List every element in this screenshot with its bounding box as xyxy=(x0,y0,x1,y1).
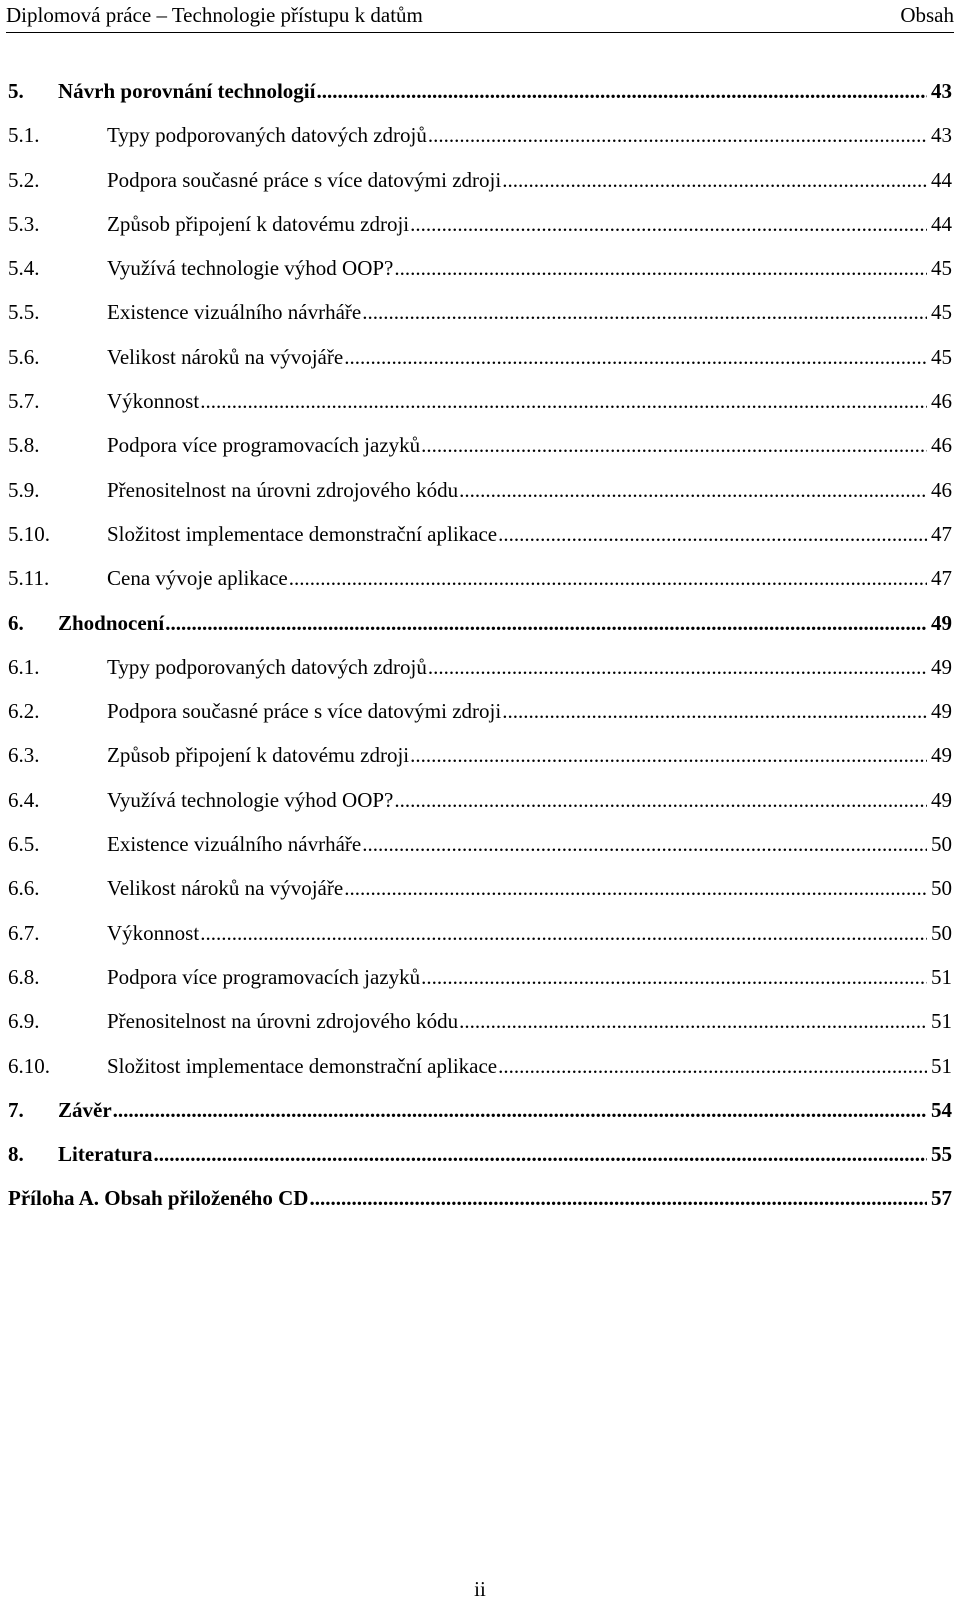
toc-entry-title: Existence vizuálního návrháře xyxy=(107,832,362,857)
header-title: Diplomová práce – Technologie přístupu k datům xyxy=(6,3,423,27)
toc-entry-title: Přenositelnost na úrovni zdrojového kódu xyxy=(107,1009,459,1034)
toc-entry-number: 6.8. xyxy=(8,964,40,989)
toc-entry[interactable] xyxy=(8,1088,952,1132)
toc-entry-title: Složitost implementace demonstrační aplikace xyxy=(107,521,498,546)
toc-entry[interactable] xyxy=(8,69,952,113)
toc-entry-title: Podpora současné práce s více datovými zdroji xyxy=(107,167,502,192)
dot-leader xyxy=(459,468,927,512)
toc-entry-title: Typy podporovaných datových zdrojů xyxy=(107,654,427,679)
toc-entry[interactable] xyxy=(8,955,952,999)
toc-entry-title: Velikost nároků na vývojáře xyxy=(107,876,344,901)
toc-entry[interactable] xyxy=(8,645,952,689)
toc-entry-page: 55 xyxy=(931,1142,952,1167)
toc-entry-number: 6.3. xyxy=(8,743,40,768)
toc-entry-page: 49 xyxy=(931,610,952,635)
toc-entry-title: Přenositelnost na úrovni zdrojového kódu xyxy=(107,477,459,502)
toc-entry[interactable] xyxy=(8,423,952,467)
toc-entry[interactable] xyxy=(8,158,952,202)
dot-leader xyxy=(309,1176,927,1220)
toc-entry-page: 51 xyxy=(931,1053,952,1078)
dot-leader xyxy=(421,955,927,999)
toc-entry-page: 46 xyxy=(931,433,952,458)
dot-leader xyxy=(165,601,927,645)
toc-entry-title: Složitost implementace demonstrační aplikace xyxy=(107,1053,498,1078)
toc-entry-number: 7. xyxy=(8,1097,24,1122)
toc-entry-page: 45 xyxy=(931,256,952,281)
toc-entry-number: 8. xyxy=(8,1142,24,1167)
dot-leader xyxy=(153,1132,927,1176)
toc-entry-title: Cena vývoje aplikace xyxy=(107,566,288,591)
toc-entry-page: 50 xyxy=(931,920,952,945)
toc-entry[interactable] xyxy=(8,1132,952,1176)
dot-leader xyxy=(502,158,927,202)
toc-entry-number: 5.9. xyxy=(8,477,40,502)
toc-entry[interactable] xyxy=(8,379,952,423)
toc-entry-page: 45 xyxy=(931,300,952,325)
toc-entry[interactable] xyxy=(8,556,952,600)
toc-entry-title: Podpora více programovacích jazyků xyxy=(107,964,421,989)
toc-entry[interactable] xyxy=(8,468,952,512)
toc-entry-number: 6.5. xyxy=(8,832,40,857)
toc-entry-page: 47 xyxy=(931,566,952,591)
dot-leader xyxy=(498,512,927,556)
toc-entry-page: 47 xyxy=(931,521,952,546)
toc-entry-number: 5.2. xyxy=(8,167,40,192)
toc-entry-title: Návrh porovnání technologií xyxy=(58,79,316,103)
toc-entry-title: Existence vizuálního návrháře xyxy=(107,300,362,325)
toc-entry-title: Podpora současné práce s více datovými zdroji xyxy=(107,699,502,724)
dot-leader xyxy=(344,866,927,910)
toc-entry-number: 5.4. xyxy=(8,256,40,281)
toc-entry-page: 46 xyxy=(931,389,952,414)
toc-entry[interactable] xyxy=(8,999,952,1043)
dot-leader xyxy=(200,379,927,423)
toc-entry-title: Využívá technologie výhod OOP? xyxy=(107,256,394,281)
toc-entry-page: 57 xyxy=(931,1186,952,1211)
toc-entry-title: Typy podporovaných datových zdrojů xyxy=(107,123,427,148)
toc-entry-number: 5.8. xyxy=(8,433,40,458)
toc-entry-title: Výkonnost xyxy=(107,389,200,414)
toc-entry-page: 43 xyxy=(931,123,952,148)
toc-entry-page: 49 xyxy=(931,787,952,812)
toc-entry[interactable] xyxy=(8,335,952,379)
toc-entry-page: 49 xyxy=(931,654,952,679)
dot-leader xyxy=(394,778,927,822)
table-of-contents xyxy=(8,69,952,1221)
toc-entry[interactable] xyxy=(8,733,952,777)
toc-entry-page: 50 xyxy=(931,832,952,857)
toc-entry-page: 50 xyxy=(931,876,952,901)
dot-leader xyxy=(362,290,927,334)
toc-entry-number: 6.6. xyxy=(8,876,40,901)
toc-entry-page: 51 xyxy=(931,964,952,989)
dot-leader xyxy=(428,113,927,157)
toc-entry[interactable] xyxy=(8,1176,952,1220)
toc-entry-title: Způsob připojení k datovému zdroji xyxy=(107,743,410,768)
toc-entry-page: 45 xyxy=(931,344,952,369)
dot-leader xyxy=(428,645,927,689)
toc-entry[interactable] xyxy=(8,689,952,733)
toc-entry-page: 46 xyxy=(931,477,952,502)
dot-leader xyxy=(421,423,927,467)
page-number: ii xyxy=(474,1577,486,1601)
toc-entry[interactable] xyxy=(8,512,952,556)
dot-leader xyxy=(289,556,927,600)
toc-entry[interactable] xyxy=(8,911,952,955)
toc-entry-number: 6.10. xyxy=(8,1053,50,1078)
toc-entry-title: Velikost nároků na vývojáře xyxy=(107,344,344,369)
dot-leader xyxy=(113,1088,927,1132)
dot-leader xyxy=(410,202,927,246)
toc-entry[interactable] xyxy=(8,778,952,822)
toc-entry-number: 5. xyxy=(8,79,24,103)
toc-entry-page: 51 xyxy=(931,1009,952,1034)
toc-entry-title: Využívá technologie výhod OOP? xyxy=(107,787,394,812)
toc-entry-page: 44 xyxy=(931,211,952,236)
toc-entry-title: Způsob připojení k datovému zdroji xyxy=(107,211,410,236)
toc-entry[interactable] xyxy=(8,246,952,290)
dot-leader xyxy=(394,246,927,290)
dot-leader xyxy=(344,335,927,379)
toc-entry-number: 5.3. xyxy=(8,211,40,236)
toc-entry[interactable] xyxy=(8,290,952,334)
toc-entry[interactable] xyxy=(8,113,952,157)
toc-entry-number: 6.2. xyxy=(8,699,40,724)
toc-entry-number: 5.10. xyxy=(8,521,50,546)
toc-entry-title: Závěr xyxy=(58,1097,112,1122)
toc-entry-number: 6.4. xyxy=(8,787,40,812)
dot-leader xyxy=(410,733,927,777)
toc-entry-number: 6.1. xyxy=(8,654,40,679)
toc-entry-number: 5.6. xyxy=(8,344,40,369)
toc-entry-title: Literatura xyxy=(58,1142,153,1167)
dot-leader xyxy=(200,911,927,955)
dot-leader xyxy=(502,689,927,733)
toc-entry-page: 49 xyxy=(931,699,952,724)
toc-entry-number: 6.9. xyxy=(8,1009,40,1034)
toc-entry-title: Zhodnocení xyxy=(58,610,165,635)
toc-entry-title: Podpora více programovacích jazyků xyxy=(107,433,421,458)
toc-entry-page: 43 xyxy=(931,79,952,103)
toc-entry-title: Příloha A. Obsah přiloženého CD xyxy=(8,1186,309,1211)
header-section: Obsah xyxy=(900,3,954,27)
toc-entry-number: 6.7. xyxy=(8,920,40,945)
toc-entry-number: 5.7. xyxy=(8,389,40,414)
dot-leader xyxy=(498,1044,927,1088)
toc-entry[interactable] xyxy=(8,601,952,645)
toc-entry-number: 5.5. xyxy=(8,300,40,325)
toc-entry-number: 5.1. xyxy=(8,123,40,148)
toc-entry-number: 6. xyxy=(8,610,24,635)
toc-entry-page: 44 xyxy=(931,167,952,192)
running-header xyxy=(6,0,954,33)
toc-entry[interactable] xyxy=(8,1044,952,1088)
toc-entry-page: 54 xyxy=(931,1097,952,1122)
dot-leader xyxy=(316,69,927,113)
toc-entry-page: 49 xyxy=(931,743,952,768)
toc-entry-title: Výkonnost xyxy=(107,920,200,945)
dot-leader xyxy=(362,822,927,866)
toc-entry[interactable] xyxy=(8,202,952,246)
dot-leader xyxy=(459,999,927,1043)
toc-entry[interactable] xyxy=(8,866,952,910)
toc-entry-number: 5.11. xyxy=(8,566,50,591)
toc-entry[interactable] xyxy=(8,822,952,866)
